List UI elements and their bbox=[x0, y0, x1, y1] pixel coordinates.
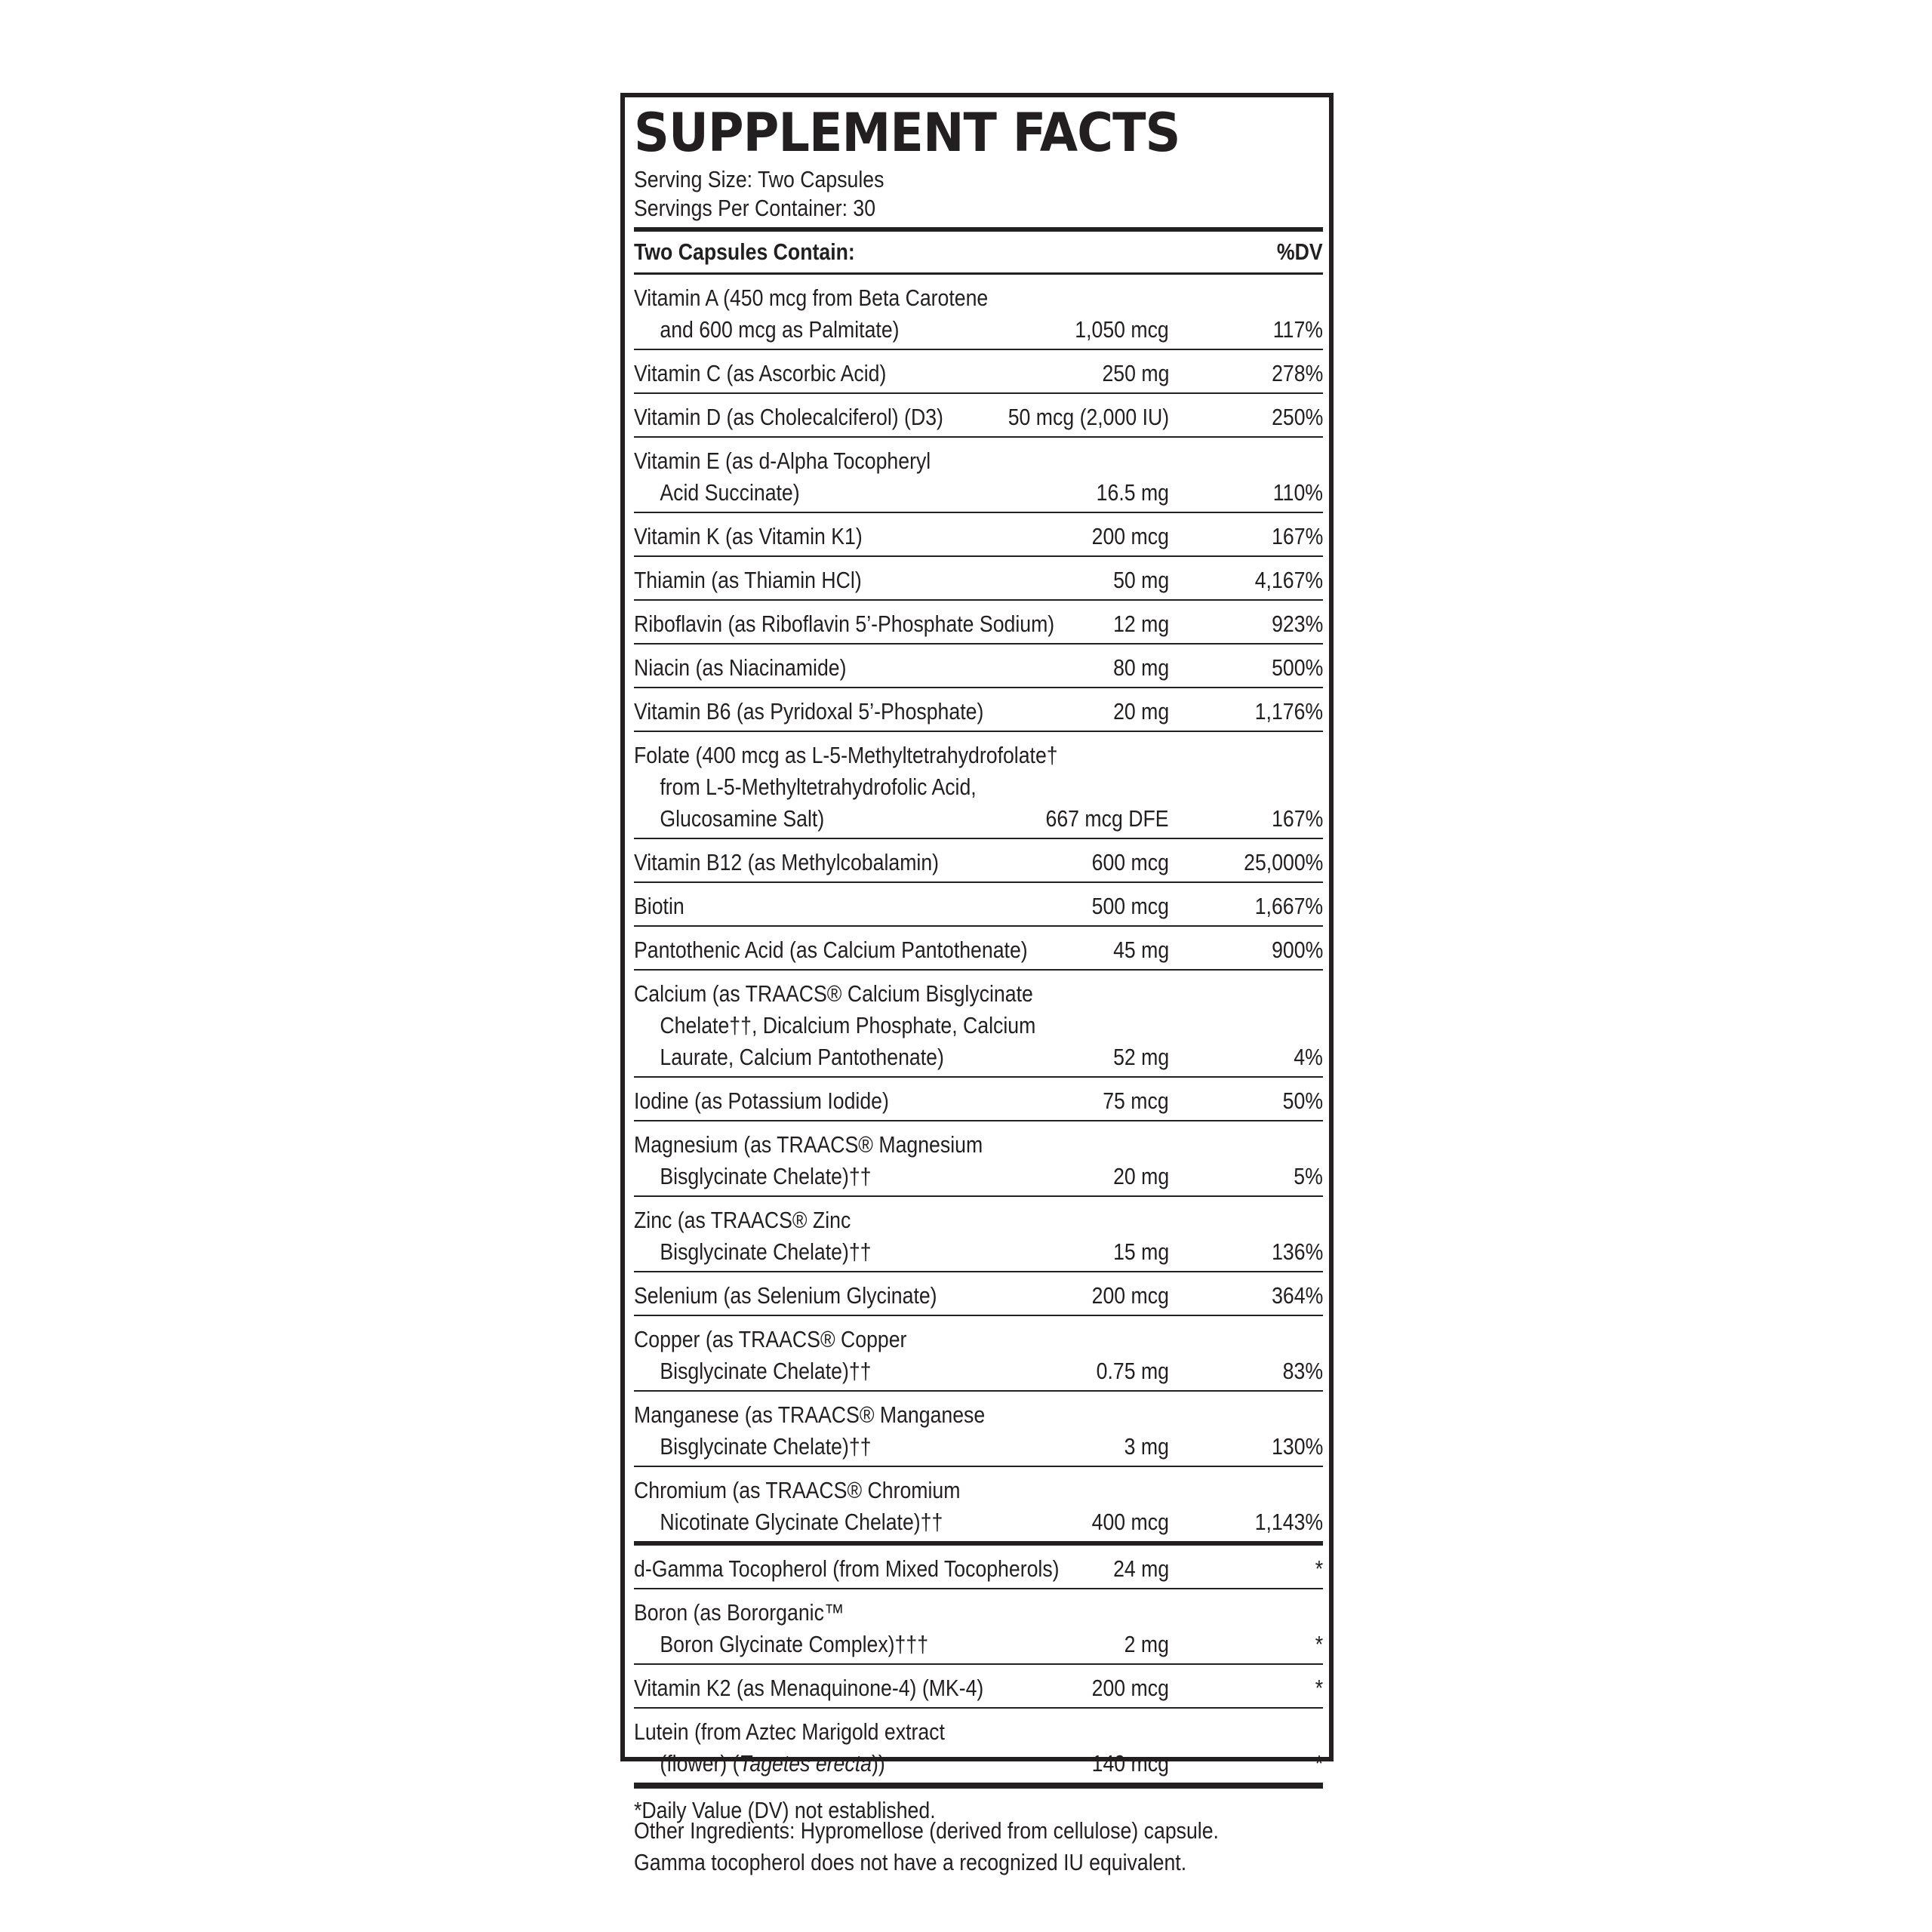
nutrient-amount: 1,050 mcg bbox=[1075, 316, 1169, 343]
nutrient-name-line: Acid Succinate) bbox=[660, 479, 800, 506]
table-row bbox=[634, 732, 1323, 839]
table-row bbox=[634, 438, 1323, 513]
table-row bbox=[634, 1392, 1323, 1467]
nutrient-amount: 20 mg bbox=[1112, 698, 1169, 724]
nutrient-amount: 50 mg bbox=[1112, 567, 1169, 593]
header-dv: %DV bbox=[1277, 238, 1323, 265]
nutrient-dv: * bbox=[1315, 1631, 1323, 1657]
nutrient-amount: 200 mcg bbox=[1091, 523, 1169, 549]
nutrient-name-line: Pantothenic Acid (as Calcium Pantothenate) bbox=[634, 937, 1028, 963]
nutrient-name-line: Zinc (as TRAACS® Zinc bbox=[634, 1207, 851, 1233]
footnote: *Daily Value (DV) not established. bbox=[634, 1797, 936, 1823]
table-row bbox=[634, 557, 1323, 601]
supplement-facts-panel bbox=[620, 93, 1334, 1823]
nutrient-name-line: Vitamin E (as d-Alpha Tocopheryl bbox=[634, 448, 931, 474]
nutrient-name-line: Magnesium (as TRAACS® Magnesium bbox=[634, 1131, 983, 1158]
nutrient-dv: 83% bbox=[1282, 1358, 1323, 1384]
nutrient-table bbox=[634, 275, 1323, 1789]
nutrient-amount: 12 mg bbox=[1112, 611, 1169, 637]
nutrient-amount: 400 mcg bbox=[1091, 1509, 1169, 1535]
nutrient-name-line: Vitamin C (as Ascorbic Acid) bbox=[634, 360, 887, 386]
nutrient-name-line: Copper (as TRAACS® Copper bbox=[634, 1326, 907, 1352]
panel-title: SUPPLEMENT FACTS bbox=[634, 102, 1180, 164]
table-row bbox=[634, 971, 1323, 1078]
nutrient-amount: 24 mg bbox=[1112, 1555, 1169, 1582]
nutrient-dv: 136% bbox=[1271, 1238, 1323, 1265]
table-row bbox=[634, 1467, 1323, 1546]
nutrient-name-line: Vitamin K2 (as Menaquinone-4) (MK-4) bbox=[634, 1675, 984, 1701]
nutrient-name-line: Iodine (as Potassium Iodide) bbox=[634, 1088, 889, 1114]
nutrient-dv: 117% bbox=[1272, 316, 1323, 343]
table-row bbox=[634, 601, 1323, 645]
nutrient-name-line: Nicotinate Glycinate Chelate)†† bbox=[660, 1509, 943, 1535]
nutrient-dv: * bbox=[1315, 1555, 1323, 1582]
nutrient-dv: 50% bbox=[1282, 1088, 1323, 1114]
nutrient-name-line: Selenium (as Selenium Glycinate) bbox=[634, 1282, 937, 1309]
nutrient-name-line: Calcium (as TRAACS® Calcium Bisglycinate bbox=[634, 980, 1033, 1007]
nutrient-dv: * bbox=[1315, 1750, 1323, 1777]
nutrient-name-line: Vitamin B6 (as Pyridoxal 5’-Phosphate) bbox=[634, 698, 984, 724]
nutrient-dv: 1,667% bbox=[1254, 893, 1323, 919]
nutrient-name-line: and 600 mcg as Palmitate) bbox=[660, 316, 900, 343]
table-row bbox=[634, 927, 1323, 971]
serving-size: Serving Size: Two Capsules bbox=[634, 166, 884, 192]
nutrient-amount: 75 mcg bbox=[1103, 1088, 1169, 1114]
nutrient-name-line: Glucosamine Salt) bbox=[660, 805, 825, 832]
nutrient-dv: 250% bbox=[1271, 404, 1323, 430]
nutrient-name-line: from L-5-Methyltetrahydrofolic Acid, bbox=[660, 774, 977, 800]
nutrient-name-line: Bisglycinate Chelate)†† bbox=[660, 1433, 872, 1460]
table-row bbox=[634, 1709, 1323, 1789]
nutrient-dv: * bbox=[1315, 1675, 1323, 1701]
nutrient-name-line: Niacin (as Niacinamide) bbox=[634, 654, 847, 681]
table-row bbox=[634, 883, 1323, 927]
nutrient-name-line: Vitamin D (as Cholecalciferol) (D3) bbox=[634, 404, 943, 430]
nutrient-name-line: Chelate††, Dicalcium Phosphate, Calcium bbox=[660, 1012, 1036, 1038]
table-row bbox=[634, 1589, 1323, 1665]
serving-info bbox=[634, 165, 1323, 223]
other-ingredients bbox=[634, 1815, 1219, 1878]
nutrient-dv: 110% bbox=[1272, 479, 1323, 506]
nutrient-dv: 4,167% bbox=[1254, 567, 1323, 593]
nutrient-name-line: Bisglycinate Chelate)†† bbox=[660, 1358, 872, 1384]
table-row bbox=[634, 1316, 1323, 1392]
table-row bbox=[634, 1665, 1323, 1709]
nutrient-amount: 140 mcg bbox=[1091, 1750, 1169, 1777]
nutrient-dv: 167% bbox=[1271, 805, 1323, 832]
nutrient-amount: 20 mg bbox=[1112, 1163, 1169, 1189]
nutrient-dv: 25,000% bbox=[1243, 849, 1323, 875]
nutrient-dv: 167% bbox=[1271, 523, 1323, 549]
nutrient-amount: 667 mcg DFE bbox=[1046, 805, 1169, 832]
table-row bbox=[634, 1121, 1323, 1197]
table-row bbox=[634, 1546, 1323, 1589]
table-row bbox=[634, 350, 1323, 394]
table-row bbox=[634, 1078, 1323, 1121]
nutrient-dv: 1,143% bbox=[1254, 1509, 1323, 1535]
table-row bbox=[634, 394, 1323, 438]
nutrient-name-line: Lutein (from Aztec Marigold extract bbox=[634, 1718, 945, 1745]
nutrient-amount: 15 mg bbox=[1112, 1238, 1169, 1265]
nutrient-name-line: Vitamin K (as Vitamin K1) bbox=[634, 523, 863, 549]
nutrient-amount: 3 mg bbox=[1124, 1433, 1169, 1460]
nutrient-amount: 0.75 mg bbox=[1096, 1358, 1169, 1384]
nutrient-amount: 500 mcg bbox=[1091, 893, 1169, 919]
nutrient-amount: 50 mcg (2,000 IU) bbox=[1008, 404, 1169, 430]
nutrient-name-line: Folate (400 mcg as L-5-Methyltetrahydrofolate† bbox=[634, 742, 1058, 768]
other-ingredients-line2: Gamma tocopherol does not have a recognized IU equivalent. bbox=[634, 1849, 1187, 1875]
nutrient-name-line: Riboflavin (as Riboflavin 5’-Phosphate Sodium) bbox=[634, 611, 1055, 637]
nutrient-dv: 500% bbox=[1271, 654, 1323, 681]
nutrient-dv: 130% bbox=[1271, 1433, 1323, 1460]
table-row bbox=[634, 839, 1323, 883]
nutrient-name-line: Bisglycinate Chelate)†† bbox=[660, 1163, 872, 1189]
nutrient-dv: 364% bbox=[1271, 1282, 1323, 1309]
nutrient-dv: 1,176% bbox=[1254, 698, 1323, 724]
nutrient-name-line: Boron (as Bororganic™ bbox=[634, 1599, 844, 1626]
nutrient-dv: 900% bbox=[1271, 937, 1323, 963]
header-contains: Two Capsules Contain: bbox=[634, 238, 855, 265]
nutrient-amount: 2 mg bbox=[1124, 1631, 1169, 1657]
table-row bbox=[634, 513, 1323, 557]
nutrient-amount: 600 mcg bbox=[1091, 849, 1169, 875]
nutrient-amount: 16.5 mg bbox=[1096, 479, 1169, 506]
table-row bbox=[634, 1197, 1323, 1272]
nutrient-name-line: d-Gamma Tocopherol (from Mixed Tocopherols) bbox=[634, 1555, 1060, 1582]
nutrient-name-line: Chromium (as TRAACS® Chromium bbox=[634, 1477, 961, 1503]
nutrient-dv: 923% bbox=[1271, 611, 1323, 637]
other-ingredients-line1: Other Ingredients: Hypromellose (derived from cellulose) capsule. bbox=[634, 1817, 1219, 1844]
nutrient-amount: 250 mg bbox=[1102, 360, 1169, 386]
nutrient-amount: 52 mg bbox=[1112, 1044, 1169, 1070]
nutrient-name-line: (flower) (Tagetes erecta)) bbox=[660, 1750, 885, 1777]
table-row bbox=[634, 275, 1323, 350]
table-row bbox=[634, 688, 1323, 732]
nutrient-name-line: Manganese (as TRAACS® Manganese bbox=[634, 1401, 986, 1428]
nutrient-name-line: Laurate, Calcium Pantothenate) bbox=[660, 1044, 944, 1070]
nutrient-name-line: Vitamin B12 (as Methylcobalamin) bbox=[634, 849, 940, 875]
nutrient-dv: 4% bbox=[1294, 1044, 1323, 1070]
nutrient-dv: 278% bbox=[1271, 360, 1323, 386]
nutrient-name-line: Bisglycinate Chelate)†† bbox=[660, 1238, 872, 1265]
nutrient-name-line: Thiamin (as Thiamin HCl) bbox=[634, 567, 862, 593]
nutrient-name-line: Biotin bbox=[634, 893, 685, 919]
nutrient-amount: 200 mcg bbox=[1091, 1282, 1169, 1309]
nutrient-amount: 80 mg bbox=[1112, 654, 1169, 681]
table-header bbox=[634, 232, 1323, 275]
nutrient-amount: 200 mcg bbox=[1091, 1675, 1169, 1701]
nutrient-name-line: Vitamin A (450 mcg from Beta Carotene bbox=[634, 285, 989, 311]
nutrient-name-line: Boron Glycinate Complex)††† bbox=[660, 1631, 929, 1657]
table-row bbox=[634, 645, 1323, 688]
nutrient-dv: 5% bbox=[1294, 1163, 1323, 1189]
table-row bbox=[634, 1272, 1323, 1316]
servings-per-container: Servings Per Container: 30 bbox=[634, 195, 876, 221]
nutrient-amount: 45 mg bbox=[1112, 937, 1169, 963]
